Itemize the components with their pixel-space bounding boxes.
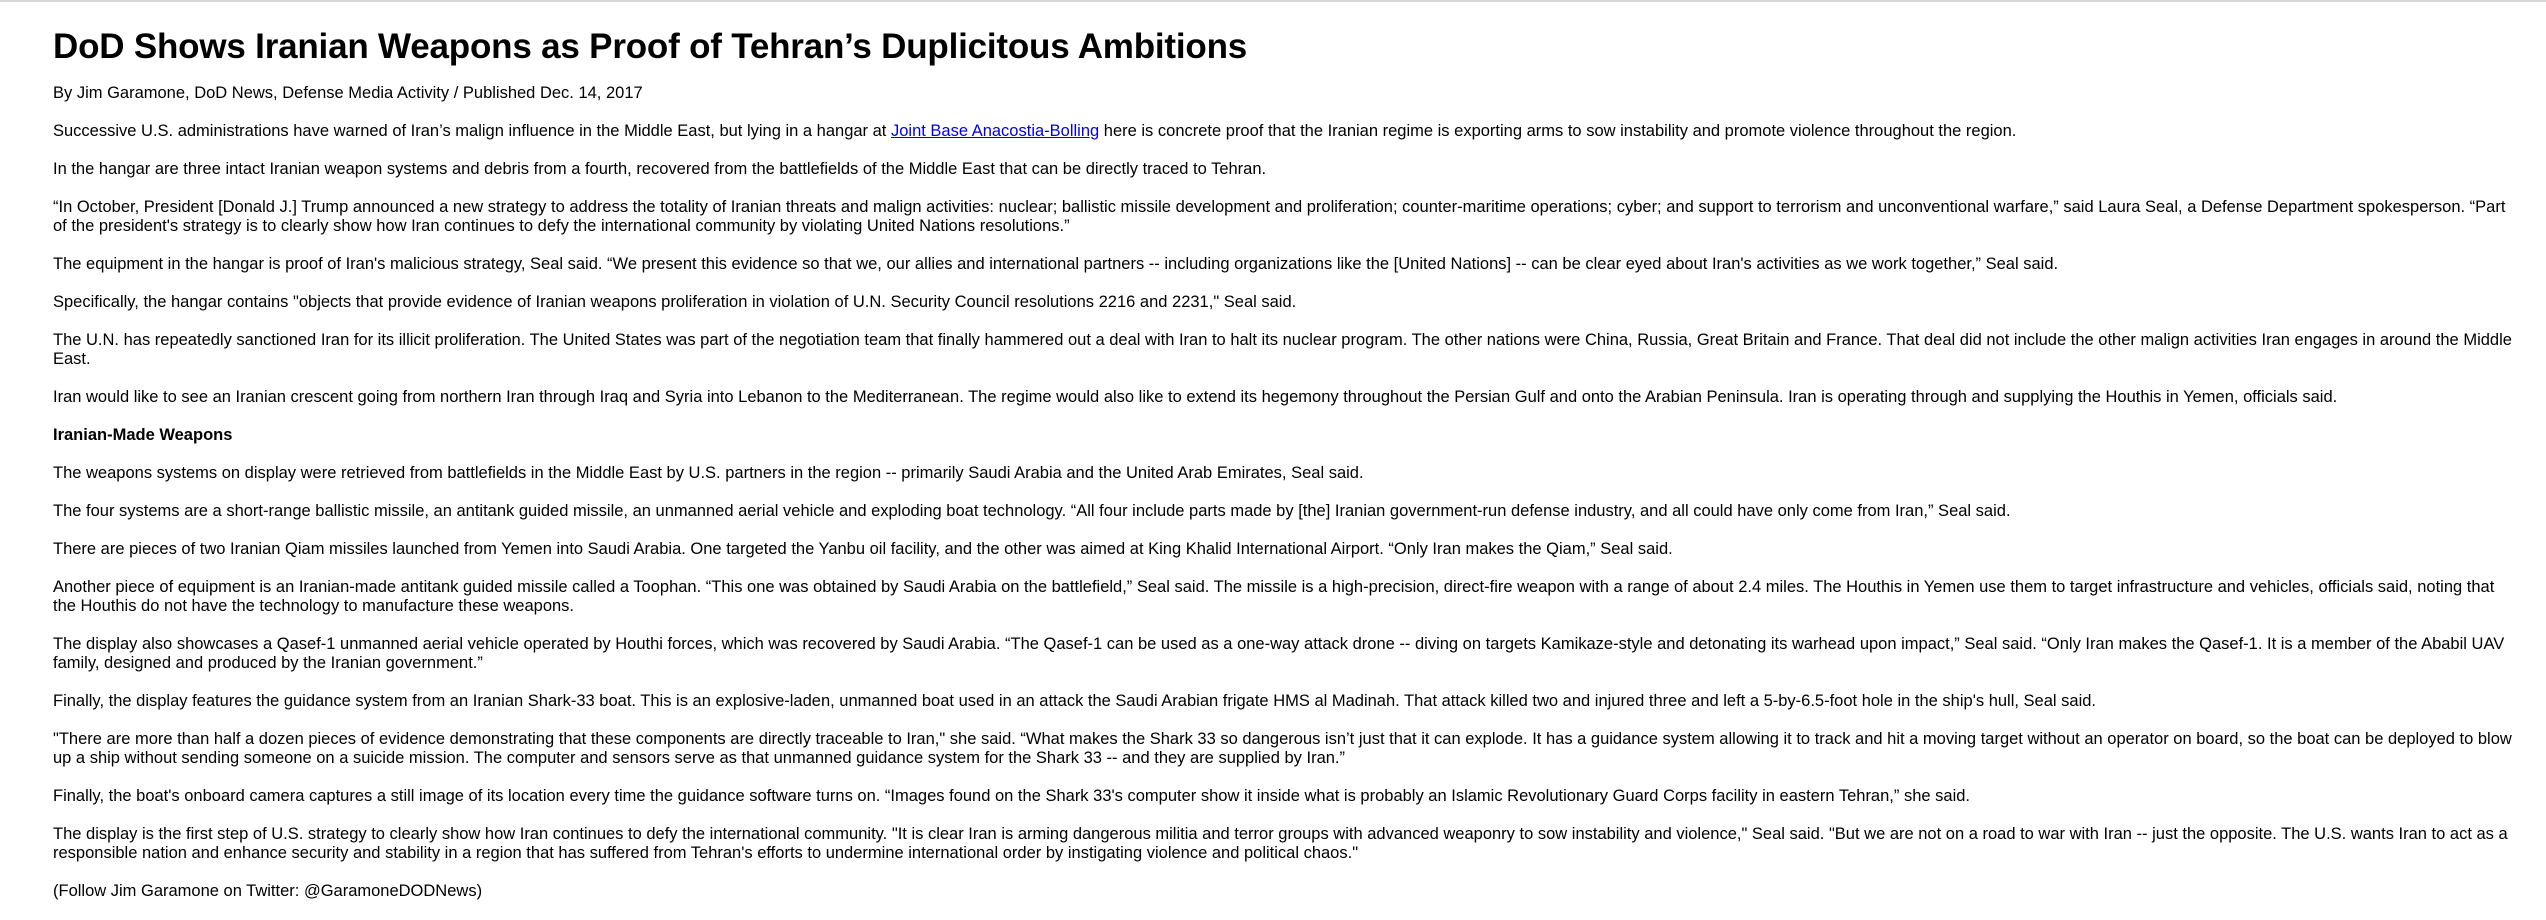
paragraph-1: [53, 122, 2513, 141]
paragraph-9: The four systems are a short-range ballistic missile, an antitank guided missile, an unmanned aerial vehicle and exploding boat technology. “All four include parts made by [the] Iranian government-run defense industry, and all could have only come from Iran,” Seal said.: [53, 502, 2011, 520]
paragraph-4: The equipment in the hangar is proof of Iran's malicious strategy, Seal said. “We present this evidence so that we, our allies and international partners -- including organizations like the [United Nations] -- can be clear eyed about Iran's activities as we work together,” Seal said.: [53, 255, 2059, 273]
paragraph-8: The weapons systems on display were retrieved from battlefields in the Middle East by U.S. partners in the region -- primarily Saudi Arabia and the United Arab Emirates, Seal said.: [53, 464, 1364, 482]
paragraph-12: The display also showcases a Qasef-1 unmanned aerial vehicle operated by Houthi forces, which was recovered by Saudi Arabia. “The Qasef-1 can be used as a one-way attack drone -- diving on targets Kamikaze-style and detonating its warhead upon impact,” Seal said. “Only Iran makes the Qasef-1. It is a member of the Ababil UAV family, designed and produced by the Iranian government.”: [53, 635, 2505, 672]
paragraph-14: "There are more than half a dozen pieces of evidence demonstrating that these components are directly traceable to Iran," she said. “What makes the Shark 33 so dangerous isn’t just that it can explode. It has a guidance system allowing it to track and hit a moving target without an operator on board, so the boat can be deployed to blow up a ship without sending someone on a suicide mission. The computer and sensors serve as that unmanned guidance system for the Shark 33 -- and they are supplied by Iran.”: [53, 730, 2512, 767]
paragraph-5: Specifically, the hangar contains "objects that provide evidence of Iranian weapons proliferation in violation of U.N. Security Council resolutions 2216 and 2231," Seal said.: [53, 293, 1297, 311]
article: [53, 0, 2513, 920]
paragraph-11: Another piece of equipment is an Iranian-made antitank guided missile called a Toophan. “This one was obtained by Saudi Arabia on the battlefield,” Seal said. The missile is a high-precision, direct-fire weapon with a range of about 2.4 miles. The Houthis in Yemen use them to target infrastructure and vehicles, officials said, noting that the Houthis do not have the technology to manufacture these weapons.: [53, 578, 2495, 615]
paragraph-1-text-after: here is concrete proof that the Iranian regime is exporting arms to sow instability and promote violence throughout the region.: [1099, 122, 2017, 140]
paragraph-10: There are pieces of two Iranian Qiam missiles launched from Yemen into Saudi Arabia. One targeted the Yanbu oil facility, and the other was aimed at King Khalid International Airport. “Only Iran makes the Qiam,” Seal said.: [53, 540, 1673, 558]
page-title: DoD Shows Iranian Weapons as Proof of Tehran’s Duplicitous Ambitions: [53, 27, 1248, 66]
paragraph-2: In the hangar are three intact Iranian weapon systems and debris from a fourth, recovered from the battlefields of the Middle East that can be directly traced to Tehran.: [53, 160, 1267, 178]
twitter-follow-note: (Follow Jim Garamone on Twitter: @GaramoneDODNews): [53, 882, 483, 900]
joint-base-link[interactable]: Joint Base Anacostia-Bolling: [890, 122, 1100, 140]
byline: By Jim Garamone, DoD News, Defense Media Activity / Published Dec. 14, 2017: [53, 84, 643, 102]
paragraph-7: Iran would like to see an Iranian crescent going from northern Iran through Iraq and Syria into Lebanon to the Mediterranean. The regime would also like to extend its hegemony throughout the Persian Gulf and onto the Arabian Peninsula. Iran is operating through and supplying the Houthis in Yemen, officials said.: [53, 388, 2338, 406]
paragraph-13: Finally, the display features the guidance system from an Iranian Shark-33 boat. This is an explosive-laden, unmanned boat used in an attack the Saudi Arabian frigate HMS al Madinah. That attack killed two and injured three and left a 5-by-6.5-foot hole in the ship's hull, Seal said.: [53, 692, 2097, 710]
section-subheading: Iranian-Made Weapons: [53, 426, 233, 444]
paragraph-16: The display is the first step of U.S. strategy to clearly show how Iran continues to defy the international community. "It is clear Iran is arming dangerous militia and terror groups with advanced weaponry to sow instability and violence," Seal said. "But we are not on a road to war with Iran -- just the opposite. The U.S. wants Iran to act as a responsible nation and enhance security and stability in a region that has suffered from Tehran's efforts to undermine international order by instigating violence and political chaos.": [53, 825, 2508, 862]
paragraph-6: The U.N. has repeatedly sanctioned Iran for its illicit proliferation. The United States was part of the negotiation team that finally hammered out a deal with Iran to halt its nuclear program. The other nations were China, Russia, Great Britain and France. That deal did not include the other malign activities Iran engages in around the Middle East.: [53, 331, 2512, 368]
paragraph-1-text-before: Successive U.S. administrations have warned of Iran’s malign influence in the Middle East, but lying in a hangar at: [53, 122, 891, 140]
paragraph-3: “In October, President [Donald J.] Trump announced a new strategy to address the totality of Iranian threats and malign activities: nuclear; ballistic missile development and proliferation; counter-maritime operations; cyber; and support to terrorism and unconventional warfare,” said Laura Seal, a Defense Department spokesperson. “Part of the president's strategy is to clearly show how Iran continues to defy the international community by violating United Nations resolutions.”: [53, 198, 2506, 235]
paragraph-15: Finally, the boat's onboard camera captures a still image of its location every time the guidance software turns on. “Images found on the Shark 33's computer show it inside what is probably an Islamic Revolutionary Guard Corps facility in eastern Tehran,” she said.: [53, 787, 1970, 805]
